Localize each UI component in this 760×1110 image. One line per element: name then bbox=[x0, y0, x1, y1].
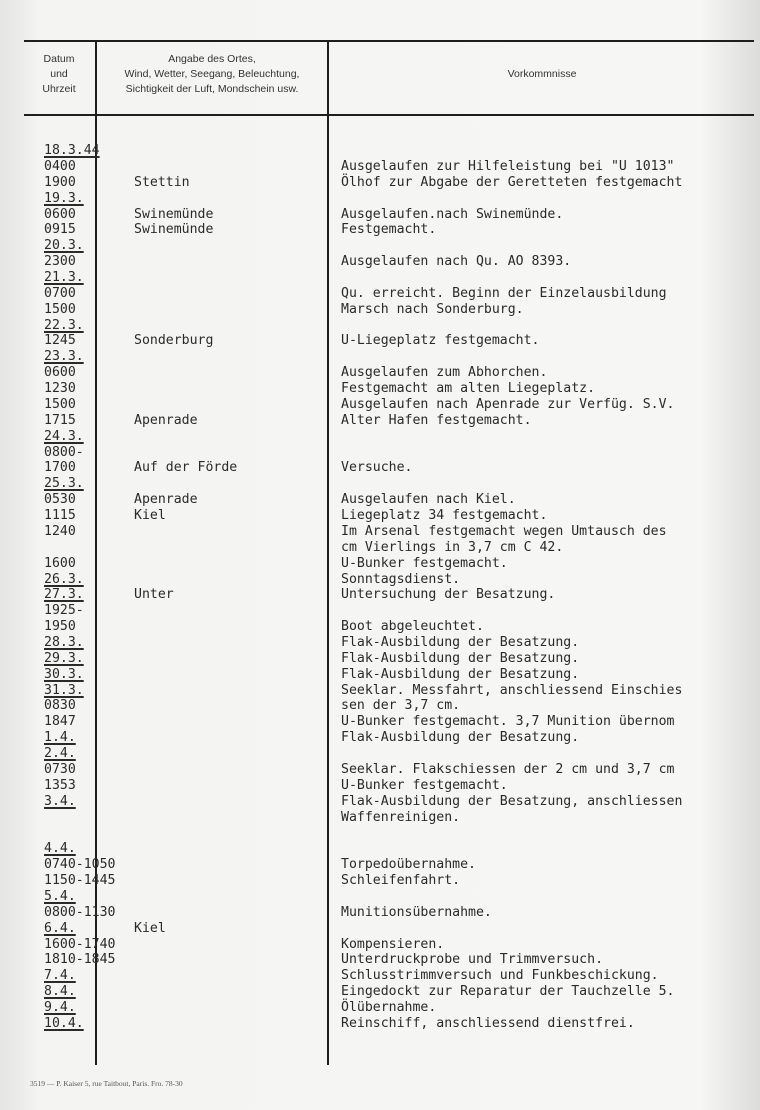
log-event: Ausgelaufen.nach Swinemünde. bbox=[341, 206, 564, 222]
log-event: sen der 3,7 cm. bbox=[341, 698, 461, 714]
log-event: Ausgelaufen nach Qu. AO 8393. bbox=[341, 254, 572, 270]
log-event: Festgemacht am alten Liegeplatz. bbox=[341, 381, 596, 396]
log-event: Torpedoübernahme. bbox=[341, 857, 476, 873]
log-row bbox=[0, 238, 760, 254]
log-time: 1245 bbox=[44, 333, 76, 349]
log-date: 3.4. bbox=[44, 793, 76, 809]
log-row bbox=[0, 286, 760, 302]
log-time: 1353 bbox=[44, 777, 76, 793]
log-time: 1240 bbox=[44, 523, 76, 539]
log-row bbox=[0, 159, 760, 175]
log-place: Apenrade bbox=[134, 492, 198, 508]
log-event: Boot abgeleuchtet. bbox=[341, 619, 484, 635]
log-event: U-Bunker festgemacht. 3,7 Munition übernom bbox=[341, 714, 675, 730]
log-time: 1600-1740 bbox=[44, 936, 116, 952]
log-place: Sonderburg bbox=[134, 333, 214, 349]
header-top-rule bbox=[24, 40, 754, 42]
log-place: Stettin bbox=[134, 174, 190, 190]
log-event: Ölhof zur Abgabe der Geretteten festgemacht bbox=[341, 174, 683, 190]
log-row bbox=[0, 762, 760, 778]
log-date: 6.4. bbox=[44, 920, 76, 936]
log-time: 0600 bbox=[44, 206, 76, 222]
log-row bbox=[0, 651, 760, 667]
log-row bbox=[0, 730, 760, 746]
log-event: Ölübernahme. bbox=[341, 1000, 437, 1015]
log-time: 0600 bbox=[44, 365, 76, 381]
log-place: Apenrade bbox=[134, 412, 198, 428]
log-event: Flak-Ausbildung der Besatzung. bbox=[341, 666, 580, 682]
header-datum-uhrzeit bbox=[24, 52, 94, 97]
log-time: 1810-1845 bbox=[44, 952, 116, 968]
log-time: 0800-1130 bbox=[44, 904, 116, 920]
log-event: Kompensieren. bbox=[341, 936, 445, 952]
log-date: 4.4. bbox=[44, 841, 76, 857]
log-row bbox=[0, 778, 760, 794]
log-row bbox=[0, 254, 760, 270]
log-time: 1230 bbox=[44, 381, 76, 396]
log-event: Alter Hafen festgemacht. bbox=[341, 412, 532, 428]
log-event: Flak-Ausbildung der Besatzung. bbox=[341, 635, 580, 650]
log-row bbox=[0, 619, 760, 635]
log-event: U-Liegeplatz festgemacht. bbox=[341, 333, 540, 349]
log-place: Auf der Förde bbox=[134, 460, 238, 476]
log-date: 9.4. bbox=[44, 1000, 76, 1015]
log-row bbox=[0, 667, 760, 683]
log-row bbox=[0, 889, 760, 905]
log-event: Munitionsübernahme. bbox=[341, 904, 492, 920]
log-time: 1715 bbox=[44, 412, 76, 428]
log-time: 1900 bbox=[44, 174, 76, 190]
log-row bbox=[0, 841, 760, 857]
log-row bbox=[0, 460, 760, 476]
log-time: 0730 bbox=[44, 761, 76, 777]
log-row bbox=[0, 333, 760, 349]
log-row bbox=[0, 191, 760, 207]
log-event: Waffenreinigen. bbox=[341, 809, 461, 825]
log-place: Kiel bbox=[134, 508, 166, 523]
log-event: Ausgelaufen zur Hilfeleistung bei "U 1013" bbox=[341, 158, 675, 174]
log-row bbox=[0, 365, 760, 381]
log-place: Unter bbox=[134, 587, 174, 603]
log-time: 1150-1445 bbox=[44, 873, 116, 888]
log-place: Kiel bbox=[134, 920, 166, 936]
log-event: Flak-Ausbildung der Besatzung. bbox=[341, 650, 580, 666]
log-row bbox=[0, 207, 760, 223]
log-time: 0800- bbox=[44, 444, 84, 460]
log-date: 30.3. bbox=[44, 666, 84, 682]
log-time: 1950 bbox=[44, 619, 76, 635]
log-date: 31.3. bbox=[44, 682, 84, 698]
header-bottom-rule bbox=[24, 114, 754, 116]
log-row bbox=[0, 635, 760, 651]
log-event: Im Arsenal festgemacht wegen Umtausch des bbox=[341, 523, 667, 539]
printer-imprint: 3519 — P. Kaiser 5, rue Taitbout, Paris. Fro. 78-30 bbox=[30, 1079, 183, 1088]
header-uhrzeit-line: Uhrzeit bbox=[42, 83, 76, 95]
log-row bbox=[0, 270, 760, 286]
header-vorkommnisse bbox=[330, 67, 754, 82]
log-row bbox=[0, 746, 760, 762]
header-datum-line: Datum bbox=[43, 53, 75, 65]
log-time: 0830 bbox=[44, 698, 76, 714]
log-event: Versuche. bbox=[341, 460, 413, 476]
log-row bbox=[0, 683, 760, 699]
log-row bbox=[0, 445, 760, 461]
log-row bbox=[0, 714, 760, 730]
log-row bbox=[0, 143, 760, 159]
log-event: Sonntagsdienst. bbox=[341, 571, 461, 587]
log-date: 24.3. bbox=[44, 428, 84, 444]
log-event: Flak-Ausbildung der Besatzung, anschliessen bbox=[341, 793, 683, 809]
log-date: 5.4. bbox=[44, 888, 76, 904]
log-time: 1500 bbox=[44, 301, 76, 317]
log-row bbox=[0, 381, 760, 397]
log-row bbox=[0, 540, 760, 556]
log-event: Seeklar. Flakschiessen der 2 cm und 3,7 cm bbox=[341, 761, 675, 777]
log-time: 0700 bbox=[44, 285, 76, 301]
log-row bbox=[0, 397, 760, 413]
log-event: Festgemacht. bbox=[341, 222, 437, 238]
log-row bbox=[0, 476, 760, 492]
log-date: 29.3. bbox=[44, 650, 84, 666]
log-row bbox=[0, 873, 760, 889]
log-date: 2.4. bbox=[44, 746, 76, 762]
log-row bbox=[0, 952, 760, 968]
log-row bbox=[0, 825, 760, 841]
header-ort bbox=[98, 52, 326, 97]
header-ort-line-2: Wind, Wetter, Seegang, Beleuchtung, bbox=[124, 68, 300, 80]
log-time: 1847 bbox=[44, 714, 76, 730]
log-event: Seeklar. Messfahrt, anschliessend Einschies bbox=[341, 682, 683, 698]
log-date: 1.4. bbox=[44, 730, 76, 746]
log-place: Swinemünde bbox=[134, 206, 214, 222]
log-row bbox=[0, 492, 760, 508]
header-ort-line-1: Angabe des Ortes, bbox=[168, 53, 256, 65]
log-row bbox=[0, 556, 760, 572]
log-row bbox=[0, 1000, 760, 1016]
log-row bbox=[0, 905, 760, 921]
log-time: 1925- bbox=[44, 603, 84, 619]
log-event: cm Vierlings in 3,7 cm C 42. bbox=[341, 539, 564, 555]
log-date: 23.3. bbox=[44, 349, 84, 365]
log-date: 26.3. bbox=[44, 571, 84, 587]
log-time: 0530 bbox=[44, 492, 76, 508]
log-row bbox=[0, 1016, 760, 1032]
log-event: Unterdruckprobe und Trimmversuch. bbox=[341, 952, 604, 968]
header-und-line: und bbox=[50, 68, 68, 80]
log-row bbox=[0, 603, 760, 619]
log-date: 7.4. bbox=[44, 968, 76, 984]
log-event: Reinschiff, anschliessend dienstfrei. bbox=[341, 1015, 635, 1031]
log-date: 20.3. bbox=[44, 238, 84, 254]
log-event: Schleifenfahrt. bbox=[341, 873, 461, 888]
log-event: Liegeplatz 34 festgemacht. bbox=[341, 508, 548, 523]
log-row bbox=[0, 984, 760, 1000]
log-row bbox=[0, 508, 760, 524]
log-event: Ausgelaufen zum Abhorchen. bbox=[341, 365, 548, 381]
log-row bbox=[0, 810, 760, 826]
log-row bbox=[0, 318, 760, 334]
log-event: Untersuchung der Besatzung. bbox=[341, 587, 556, 603]
log-time: 1700 bbox=[44, 460, 76, 476]
log-event: Flak-Ausbildung der Besatzung. bbox=[341, 730, 580, 746]
log-time: 1500 bbox=[44, 396, 76, 412]
log-row bbox=[0, 302, 760, 318]
log-time: 0400 bbox=[44, 158, 76, 174]
log-row bbox=[0, 349, 760, 365]
log-event: Ausgelaufen nach Kiel. bbox=[341, 492, 516, 508]
log-time: 0740-1050 bbox=[44, 857, 116, 873]
header-ort-line-3: Sichtigkeit der Luft, Mondschein usw. bbox=[125, 83, 299, 95]
log-row bbox=[0, 429, 760, 445]
log-time: 1600 bbox=[44, 555, 76, 571]
log-row bbox=[0, 413, 760, 429]
log-event: Marsch nach Sonderburg. bbox=[341, 301, 524, 317]
log-row bbox=[0, 698, 760, 714]
log-date: 25.3. bbox=[44, 476, 84, 492]
log-row bbox=[0, 222, 760, 238]
log-date: 28.3. bbox=[44, 635, 84, 650]
log-date: 27.3. bbox=[44, 587, 84, 603]
log-row bbox=[0, 857, 760, 873]
log-event: U-Bunker festgemacht. bbox=[341, 777, 508, 793]
log-date: 19.3. bbox=[44, 190, 84, 206]
log-date: 8.4. bbox=[44, 984, 76, 1000]
log-event: U-Bunker festgemacht. bbox=[341, 555, 508, 571]
log-row bbox=[0, 968, 760, 984]
log-row bbox=[0, 572, 760, 588]
log-time: 0915 bbox=[44, 222, 76, 238]
log-row bbox=[0, 587, 760, 603]
log-event: Eingedockt zur Reparatur der Tauchzelle 5. bbox=[341, 984, 675, 1000]
log-row bbox=[0, 794, 760, 810]
log-date: 22.3. bbox=[44, 317, 84, 333]
log-place: Swinemünde bbox=[134, 222, 214, 238]
log-date: 21.3. bbox=[44, 270, 84, 285]
log-time: 1115 bbox=[44, 508, 76, 523]
log-row bbox=[0, 524, 760, 540]
log-event: Qu. erreicht. Beginn der Einzelausbildung bbox=[341, 285, 667, 301]
header-vorkommnisse-label: Vorkommnisse bbox=[507, 68, 577, 80]
log-date: 18.3.44 bbox=[44, 143, 100, 158]
log-event: Ausgelaufen nach Apenrade zur Verfüg. S.V. bbox=[341, 396, 675, 412]
log-date: 10.4. bbox=[44, 1015, 84, 1031]
log-row bbox=[0, 937, 760, 953]
log-event: Schlusstrimmversuch und Funkbeschickung. bbox=[341, 968, 659, 984]
log-time: 2300 bbox=[44, 254, 76, 270]
log-row bbox=[0, 921, 760, 937]
log-row bbox=[0, 175, 760, 191]
